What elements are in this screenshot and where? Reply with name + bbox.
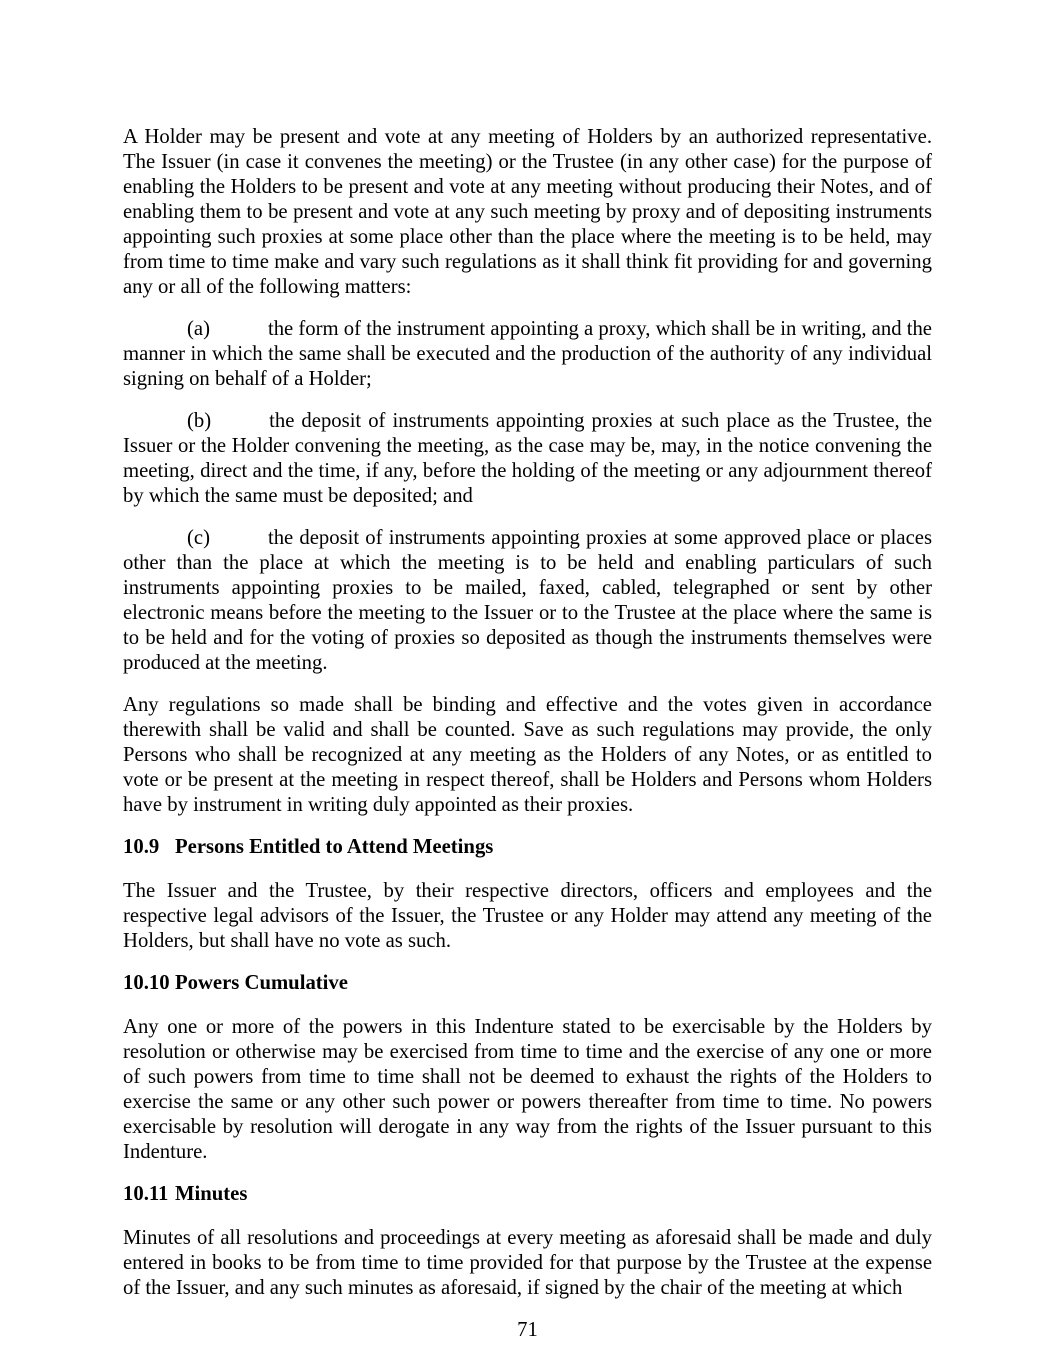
paragraph-section-10-11: Minutes of all resolutions and proceedings at every meeting as aforesaid shall be made and duly entered in books to be from time to time provided for that purpose by the Trustee at the expense of the Issuer, and any such minutes as aforesaid, if signed by the chair of the meeting at which	[123, 1227, 932, 1299]
paragraph-section-10-10: Any one or more of the powers in this Indenture stated to be exercisable by the Holders by resolution or otherwise may be exercised from time to time and the exercise of any one or more of such powers from time to time shall not be deemed to exhaust the rights of the Holders to exercise the same or any other such power or powers thereafter from time to time. No powers exercisable by resolution will derogate in any way from the rights of the Issuer pursuant to this Indenture.	[123, 1016, 932, 1163]
section-title: Persons Entitled to Attend Meetings	[175, 836, 494, 858]
list-item-a-label: (a)	[187, 318, 210, 340]
paragraph-regulations: Any regulations so made shall be binding and effective and the votes given in accordance therewith shall be valid and shall be counted. Save as such regulations may provide, the only Persons who shall be recognized at any meeting as the Holders of any Notes, or as entitled to vote or be present at the meeting in respect thereof, shall be Holders and Persons whom Holders have by instrument in writing duly appointed as their proxies.	[123, 694, 932, 816]
page-number: 71	[517, 1319, 538, 1341]
section-number: 10.11	[123, 1183, 169, 1205]
section-title: Minutes	[175, 1183, 248, 1205]
paragraph-intro: A Holder may be present and vote at any meeting of Holders by an authorized representative. The Issuer (in case it convenes the meeting) or the Trustee (in any other case) for the purpose of enabling the Holders to be present and vote at any meeting without producing their Notes, and of enabling them to be present and vote at any such meeting by proxy and of depositing instruments appointing such proxies at some place other than the place where the meeting is to be held, may from time to time make and vary such regulations as it shall think fit providing for and governing any or all of the following matters:	[123, 126, 932, 298]
section-heading-10-11	[123, 1182, 932, 1207]
section-title: Powers Cumulative	[175, 972, 348, 994]
section-heading-10-9	[123, 835, 932, 860]
list-item-b	[123, 409, 932, 509]
list-item-c-text: the deposit of instruments appointing proxies at some approved place or places other than the place at which the meeting is to be held and enabling particulars of such instruments appointing proxies to be mailed, faxed, cabled, telegraphed or sent by other electronic means before the meeting to the Issuer or to the Trustee at the place where the same is to be held and for the voting of proxies so deposited as though the instruments themselves were produced at the meeting.	[123, 527, 932, 674]
list-item-b-text: the deposit of instruments appointing proxies at such place as the Trustee, the Issuer or the Holder convening the meeting, as the case may be, may, in the notice convening the meeting, direct and the time, if any, before the holding of the meeting or any adjournment thereof by which the same must be deposited; and	[123, 410, 932, 507]
list-item-b-label: (b)	[187, 410, 212, 432]
list-item-a-text: the form of the instrument appointing a proxy, which shall be in writing, and the manner in which the same shall be executed and the production of the authority of any individual signing on behalf of a Holder;	[123, 318, 932, 390]
list-item-c	[123, 526, 932, 676]
list-item-c-label: (c)	[187, 527, 210, 549]
section-heading-10-10	[123, 971, 932, 996]
section-number: 10.10	[123, 972, 170, 994]
list-item-a	[123, 317, 932, 392]
section-number: 10.9	[123, 836, 160, 858]
paragraph-section-10-9: The Issuer and the Trustee, by their respective directors, officers and employees and the respective legal advisors of the Issuer, the Trustee or any Holder may attend any meeting of the Holders, but shall have no vote as such.	[123, 880, 932, 952]
